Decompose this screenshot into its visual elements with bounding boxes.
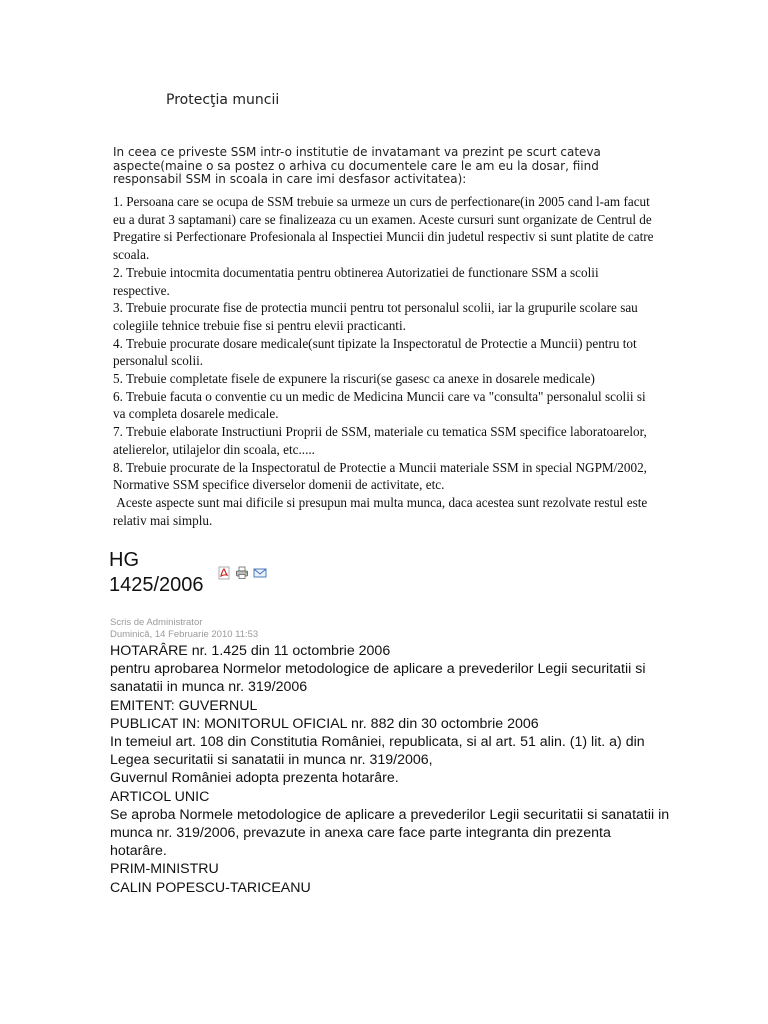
article-line: EMITENT: GUVERNUL: [110, 697, 258, 714]
list-item: 1. Persoana care se ocupa de SSM trebuie sa urmeze un curs de perfectionare(in 2005 cand l-am facut eu a durat 3 saptamani) care se finalizeaza cu un examen. Aceste cursuri sunt organizate de Centrul de Pregatire si Perfectionare Profesionala al Inspectiei Muncii din judetul respectiv si sunt platite de catre scoala.: [113, 194, 654, 263]
pdf-icon[interactable]: [217, 566, 231, 580]
article-line: Guvernul României adopta prezenta hotarâre.: [110, 770, 399, 787]
article-heading: [109, 548, 204, 598]
article-line: pentru aprobarea Normelor metodologice de aplicare a prevederilor Legii securitatii si sanatatii in munca nr. 319/2006: [110, 661, 646, 696]
article-heading-line: HG: [109, 549, 139, 571]
list-item: 4. Trebuie procurate dosare medicale(sunt tipizate la Inspectoratul de Protectie a Muncii) pentru tot personalul scolii.: [113, 335, 637, 369]
closing-paragraph: Aceste aspecte sunt mai dificile si presupun mai multa munca, daca acestea sunt rezolvate restul este relativ mai simplu.: [113, 494, 651, 528]
article-line: HOTARÂRE nr. 1.425 din 11 octombrie 2006: [110, 643, 391, 659]
list-item: 6. Trebuie facuta o conventie cu un medic de Medicina Muncii care va "consulta" personalul scolii si va completa dosarele medicale.: [113, 388, 646, 422]
article-meta: [110, 617, 258, 641]
article-line: PUBLICAT IN: MONITORUL OFICIAL nr. 882 din 30 octombrie 2006: [110, 715, 539, 732]
article-line: PRIM-MINISTRU: [110, 861, 219, 878]
article-line: CALIN POPESCU-TARICEANU: [110, 879, 311, 896]
article-heading-line: 1425/2006: [109, 574, 204, 596]
list-item: 5. Trebuie completate fisele de expunere la riscuri(se gasesc ca anexe in dosarele medicale): [113, 371, 595, 387]
article-date: Duminică, 14 Februarie 2010 11:53: [110, 629, 259, 640]
article-author: Scris de Administrator: [110, 617, 203, 628]
intro-paragraph: In ceea ce priveste SSM intr-o institutie de invatamant va prezint pe scurt cateva aspecte(maine o sa postez o arhiva cu documentele care le am eu la dosar, fiind responsabil SSM in scoala in care imi desfasor activitatea):: [113, 145, 601, 186]
list-item: 7. Trebuie elaborate Instructiuni Proprii de SSM, materiale cu tematica SSM specifice laboratoarelor, atelierelor, utilajelor din scoala, etc.....: [113, 424, 647, 457]
print-icon[interactable]: [235, 566, 249, 580]
list-item: 8. Trebuie procurate de la Inspectoratul de Protectie a Muncii materiale SSM in special NGPM/2002, Normative SSM specifice diverselor domenii de activitate, etc.: [113, 459, 647, 493]
document-title: Protecţia muncii: [166, 92, 280, 108]
article-line: ARTICOL UNIC: [110, 788, 210, 805]
article-line: In temeiul art. 108 din Constitutia României, republicata, si al art. 51 alin. (1) lit. a) din Legea securitatii si sanatatii in munca nr. 319/2006,: [110, 734, 645, 769]
article-line: Se aproba Normele metodologice de aplicare a prevederilor Legii securitatii si sanatatii in munca nr. 319/2006, prevazute in anexa care face parte integranta din prezenta hotarâre.: [110, 806, 670, 860]
article-body: [110, 642, 670, 897]
article-actions: [217, 566, 267, 580]
email-icon[interactable]: [253, 566, 267, 580]
list-item: 3. Trebuie procurate fise de protectia muncii pentru tot personalul scolii, iar la grupurile scolare sau colegiile tehnice trebuie fise si pentru elevii practicanti.: [113, 300, 638, 333]
list-item: 2. Trebuie intocmita documentatia pentru obtinerea Autorizatiei de functionare SSM a scolii respective.: [113, 264, 599, 298]
requirements-list: [113, 193, 658, 529]
